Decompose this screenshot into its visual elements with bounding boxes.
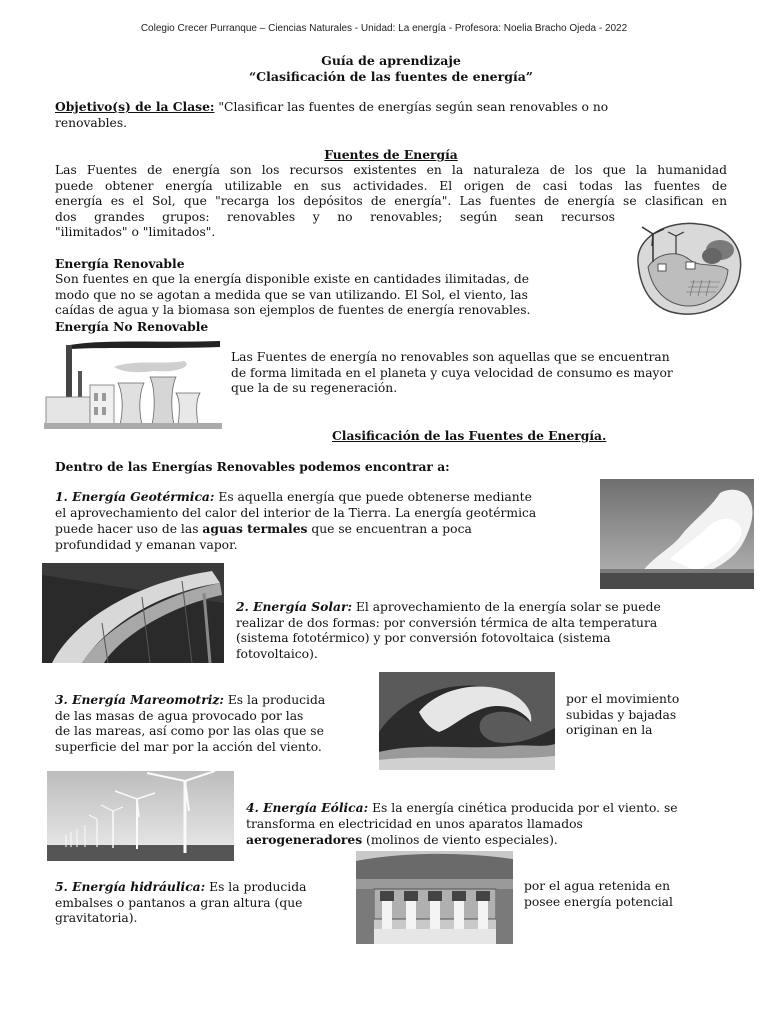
renovable-line-1: Son fuentes en que la energía disponible existe en cantidades ilimitadas, de bbox=[55, 272, 530, 286]
mareomotriz-text-3: de las mareas, así como por las olas que se bbox=[55, 724, 324, 739]
mareomotriz-text-2: de las masas de agua provocado por las bbox=[55, 708, 304, 723]
fuentes-heading: Fuentes de Energía bbox=[324, 147, 458, 162]
mareomotriz-text-4: superficie del mar por la acción del viento. bbox=[55, 739, 322, 754]
renovable-heading: Energía Renovable bbox=[55, 256, 185, 271]
fuentes-line-5: "ilimitados" o "limitados". bbox=[55, 225, 216, 240]
fuentes-line-2: puede obtener energía utilizable en sus actividades. El origen de casi todas las fuentes de bbox=[55, 178, 727, 193]
ocean-wave-photo bbox=[379, 672, 555, 770]
mareomotriz-text-r1: por el movimiento bbox=[566, 692, 680, 706]
hidraulica-right-column bbox=[524, 879, 724, 910]
eolica-text-3a: aerogeneradores bbox=[246, 832, 363, 848]
objective-text-cont: renovables. bbox=[55, 115, 128, 130]
fuentes-line-1: Las Fuentes de energía son los recursos existentes en la naturaleza de los que la humanidad bbox=[55, 163, 727, 177]
renovable-paragraph bbox=[55, 272, 585, 319]
objective-label: Objetivo(s) de la Clase: bbox=[55, 99, 215, 114]
fuentes-line-4: dos grandes grupos: renovables y no renovables; según sean recursos bbox=[55, 209, 615, 224]
guide-title: Guía de aprendizaje bbox=[321, 53, 461, 68]
solar-text-4: fotovoltaico). bbox=[236, 646, 318, 661]
geotermica-text-3b: aguas termales bbox=[202, 521, 308, 537]
hidraulica-label: 5. Energía hidráulica: bbox=[55, 879, 206, 894]
mareomotriz-paragraph bbox=[55, 692, 375, 755]
eolica-paragraph bbox=[246, 800, 736, 849]
hidraulica-text-2: embalses o pantanos a gran altura (que bbox=[55, 895, 303, 910]
geotermica-text-1: Es aquella energía que puede obtenerse mediante bbox=[214, 490, 532, 504]
geotermica-paragraph bbox=[55, 489, 595, 553]
hydro-dam-photo bbox=[356, 851, 513, 944]
mareomotriz-right-column bbox=[566, 692, 736, 739]
mareomotriz-label: 3. Energía Mareomotriz: bbox=[55, 692, 224, 707]
no-renovable-line-1: Las Fuentes de energía no renovables son aquellas que se encuentran bbox=[231, 350, 670, 364]
clasificacion-intro: Dentro de las Energías Renovables podemos encontrar a: bbox=[55, 459, 450, 474]
no-renovable-paragraph bbox=[231, 350, 731, 397]
hidraulica-text-1: Es la producida bbox=[205, 880, 307, 894]
solar-text-1: El aprovechamiento de la energía solar se puede bbox=[352, 600, 661, 614]
eolica-text-2: transforma en electricidad en unos aparatos llamados bbox=[246, 816, 583, 831]
no-renovable-heading: Energía No Renovable bbox=[55, 319, 209, 334]
geothermal-steam-photo bbox=[600, 479, 754, 589]
renewable-earth-illustration bbox=[628, 212, 746, 322]
hidraulica-text-r2: posee energía potencial bbox=[524, 894, 673, 909]
solar-collector-photo bbox=[42, 563, 224, 663]
solar-label: 2. Energía Solar: bbox=[236, 599, 352, 614]
no-renovable-line-2: de forma limitada en el planeta y cuya velocidad de consumo es mayor bbox=[231, 365, 673, 380]
geotermica-text-3c: que se encuentran a poca bbox=[307, 522, 472, 537]
mareomotriz-text-r2: subidas y bajadas bbox=[566, 707, 677, 722]
renovable-line-3: caídas de agua y la biomasa son ejemplos de fuentes de energía renovables. bbox=[55, 303, 531, 318]
fuentes-paragraph bbox=[55, 163, 727, 241]
no-renovable-line-3: que la de su regeneración. bbox=[231, 381, 398, 396]
guide-subtitle: “Clasificación de las fuentes de energía” bbox=[248, 69, 533, 84]
geotermica-text-3a: puede hacer uso de las bbox=[55, 522, 203, 537]
eolica-text-3b: (molinos de viento especiales). bbox=[362, 833, 558, 848]
solar-paragraph bbox=[236, 599, 706, 662]
hidraulica-text-3: gravitatoria). bbox=[55, 911, 138, 926]
solar-text-2: realizar de dos formas: por conversión térmica de alta temperatura bbox=[236, 615, 658, 630]
clasificacion-heading: Clasificación de las Fuentes de Energía. bbox=[332, 428, 607, 443]
geotermica-label: 1. Energía Geotérmica: bbox=[55, 489, 215, 504]
document-header: Colegio Crecer Purranque – Ciencias Naturales - Unidad: La energía - Profesora: Noelia Bracho Ojeda - 2022 bbox=[140, 23, 628, 34]
geotermica-text-4: profundidad y emanan vapor. bbox=[55, 537, 238, 552]
power-plant-illustration bbox=[44, 337, 222, 429]
eolica-label: 4. Energía Eólica: bbox=[246, 800, 369, 815]
objective-paragraph bbox=[55, 99, 715, 131]
fuentes-line-3: energía es el Sol, que "recarga los depósitos de energía". Las fuentes de energía se clasifican en bbox=[55, 194, 727, 209]
mareomotriz-text-r3: originan en la bbox=[566, 723, 653, 738]
hidraulica-paragraph bbox=[55, 879, 355, 927]
eolica-text-1: Es la energía cinética producida por el viento. se bbox=[368, 801, 678, 815]
mareomotriz-text-1: Es la producida bbox=[223, 693, 326, 707]
objective-text: "Clasificar las fuentes de energías según sean renovables o no bbox=[214, 100, 609, 114]
geotermica-text-2: el aprovechamiento del calor del interior de la Tierra. La energía geotérmica bbox=[55, 505, 537, 520]
hidraulica-text-r1: por el agua retenida en bbox=[524, 879, 671, 893]
solar-text-3: (sistema fototérmico) y por conversión fotovoltaica (sistema bbox=[236, 631, 611, 646]
wind-turbines-photo bbox=[47, 771, 234, 861]
renovable-line-2: modo que no se agotan a medida que se van utilizando. El Sol, el viento, las bbox=[55, 287, 528, 302]
